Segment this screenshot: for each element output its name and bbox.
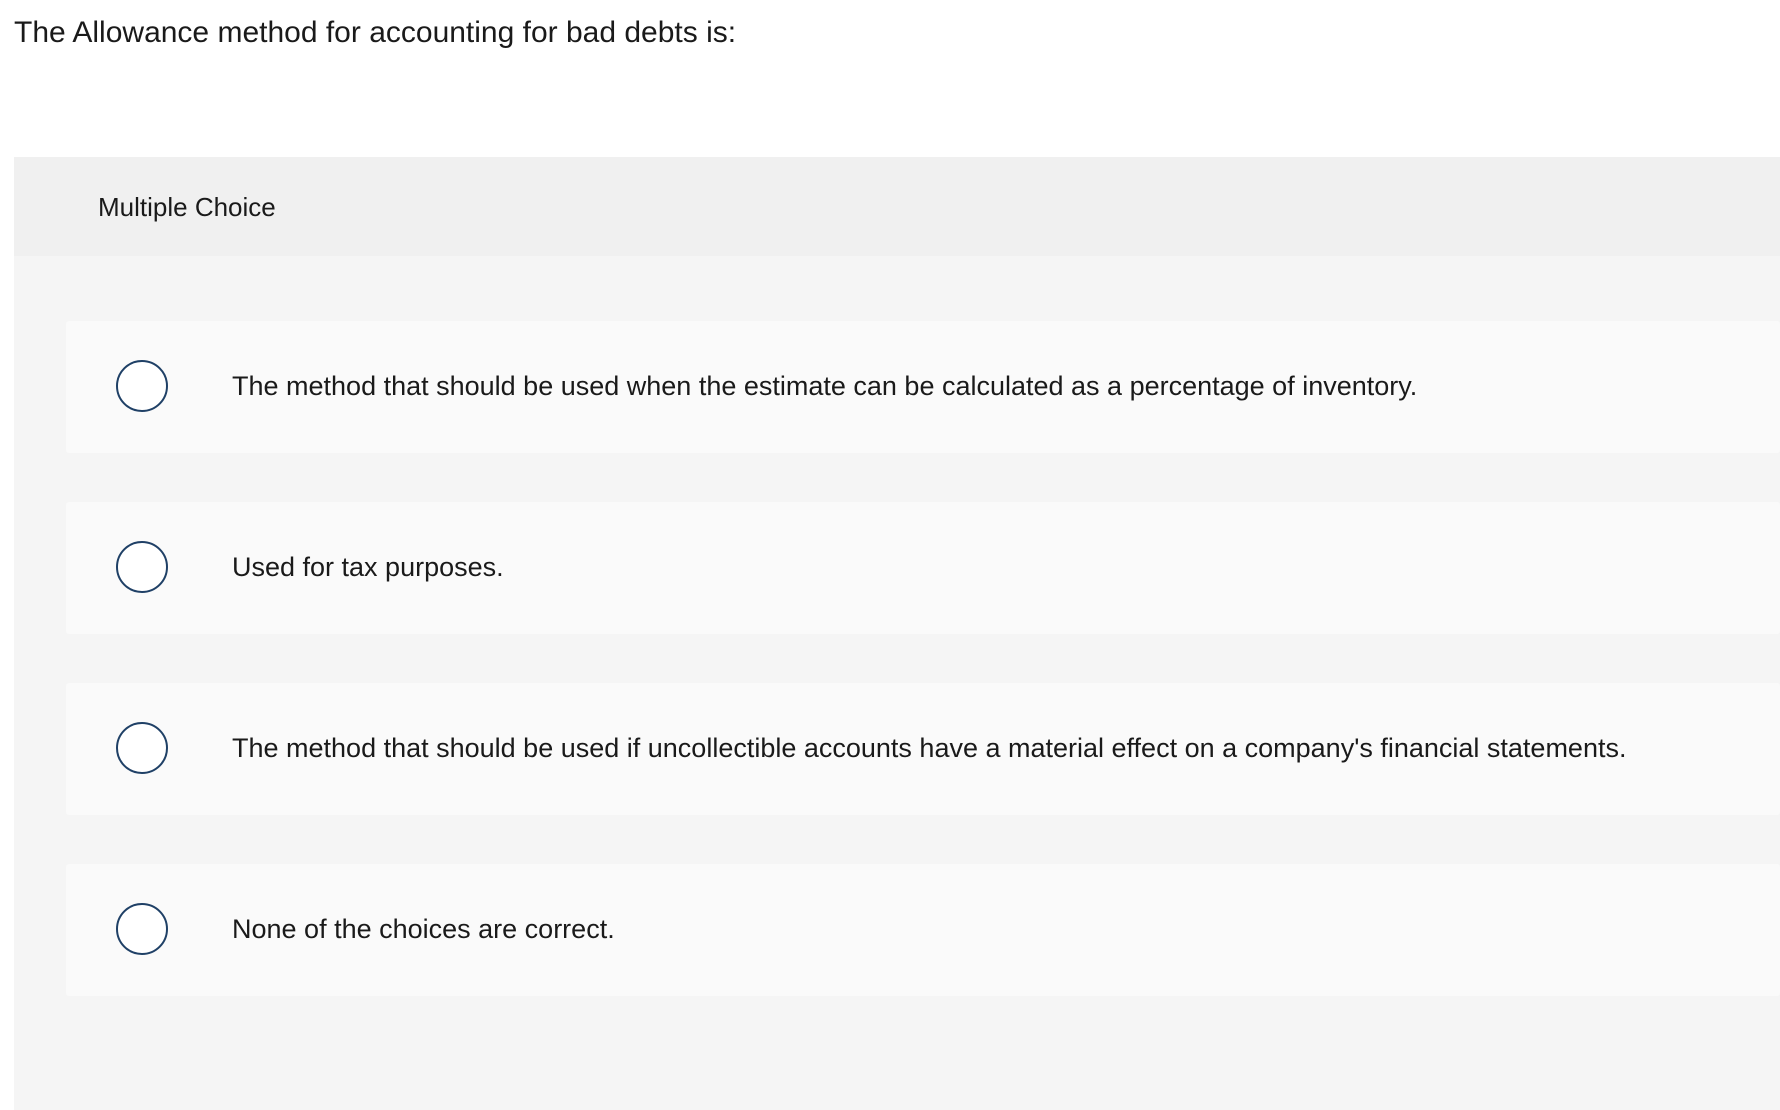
- radio-button-icon[interactable]: [116, 722, 168, 774]
- answer-option-1[interactable]: [66, 321, 1780, 453]
- multiple-choice-header: [14, 157, 1780, 256]
- answer-option-2[interactable]: [66, 502, 1780, 634]
- answer-option-label: Used for tax purposes.: [232, 552, 504, 582]
- multiple-choice-panel: [14, 157, 1780, 1110]
- radio-button-icon[interactable]: [116, 903, 168, 955]
- radio-button-icon[interactable]: [116, 541, 168, 593]
- answer-option-label: The method that should be used if uncollectible accounts have a material effect on a company's financial statements.: [232, 733, 1627, 763]
- multiple-choice-header-label: Multiple Choice: [98, 192, 276, 222]
- answer-option-4[interactable]: [66, 864, 1780, 996]
- question-prompt: The Allowance method for accounting for bad debts is:: [14, 16, 737, 49]
- radio-button-icon[interactable]: [116, 360, 168, 412]
- answer-option-3[interactable]: [66, 683, 1780, 815]
- answer-option-label: The method that should be used when the estimate can be calculated as a percentage of inventory.: [232, 371, 1418, 401]
- answer-option-label: None of the choices are correct.: [232, 914, 615, 944]
- answer-options-list: [66, 321, 1780, 1045]
